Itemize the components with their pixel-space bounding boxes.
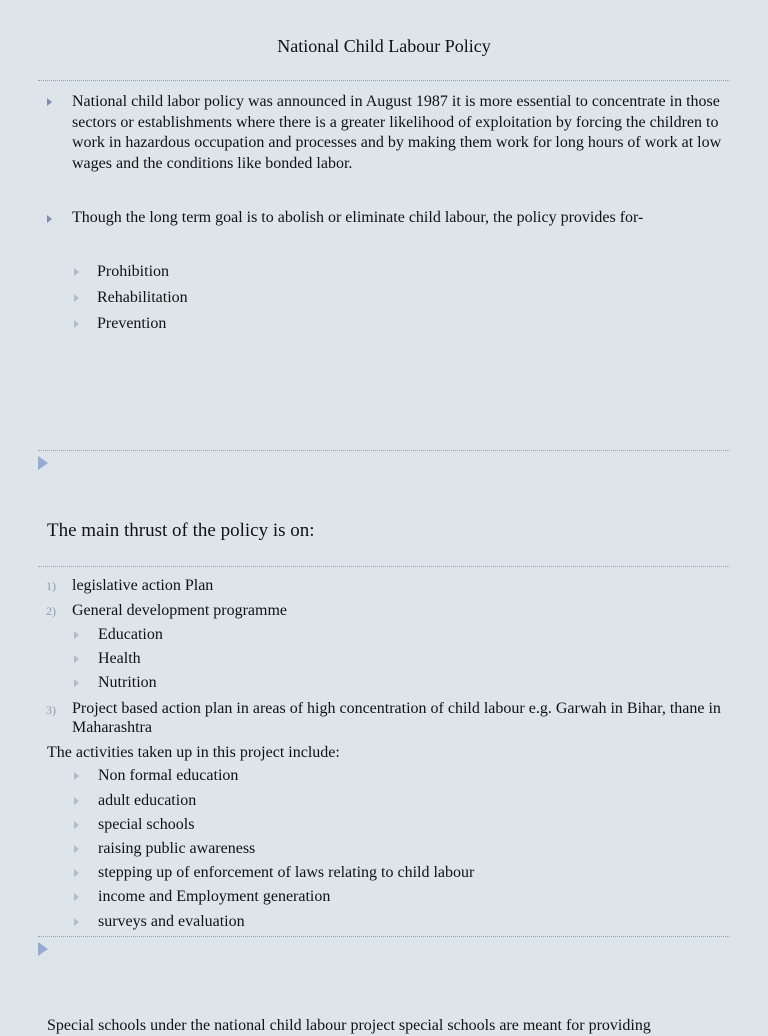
goal-paragraph: Though the long term goal is to abolish or eliminate child labour, the policy provides for- [72, 209, 644, 226]
slide-marker-icon [38, 942, 48, 956]
sub-bullet-icon [74, 631, 79, 639]
activity-item: Non formal education [98, 767, 239, 784]
sub-bullet-icon [74, 869, 79, 877]
sub-bullet-icon [74, 918, 79, 926]
item-number: 1) [46, 579, 56, 593]
provision-item: Rehabilitation [97, 289, 188, 306]
sub-bullet-icon [74, 797, 79, 805]
slide-divider [38, 450, 730, 451]
activity-item: special schools [98, 816, 195, 833]
sub-bullet-icon [74, 772, 79, 780]
sub-bullet-icon [74, 655, 79, 663]
activity-item: raising public awareness [98, 840, 256, 857]
sub-bullet-icon [74, 320, 79, 328]
slide-divider [38, 936, 730, 937]
divider [38, 80, 730, 81]
section-heading: The main thrust of the policy is on: [47, 520, 315, 541]
activity-item: income and Employment generation [98, 888, 331, 905]
sub-bullet-icon [74, 294, 79, 302]
development-subitem: Education [98, 626, 163, 643]
provision-item: Prohibition [97, 263, 170, 280]
partial-paragraph: Special schools under the national child labour project special schools are meant for providing [47, 1017, 651, 1034]
development-subitem: Health [98, 650, 141, 667]
item-number: 2) [46, 604, 56, 618]
slide-title: National Child Labour Policy [277, 36, 491, 56]
thrust-item: Project based action plan in areas of high concentration of child labour e.g. Garwah in Bihar, thane in Maharashtra [72, 700, 721, 736]
activity-item: surveys and evaluation [98, 913, 245, 930]
bullet-icon [47, 215, 52, 223]
sub-bullet-icon [74, 845, 79, 853]
sub-bullet-icon [74, 268, 79, 276]
development-subitem: Nutrition [98, 674, 157, 691]
item-number: 3) [46, 703, 56, 717]
sub-bullet-icon [74, 679, 79, 687]
provision-item: Prevention [97, 315, 167, 332]
thrust-item: General development programme [72, 602, 288, 619]
bullet-icon [47, 98, 52, 106]
policy-paragraph: National child labor policy was announced in August 1987 it is more essential to concentrate in those sectors or establishments where there is a greater likelihood of exploitation by forcing the children to work in hazardous occupation and processes and by making them work for long hours of work at low wages and the conditions like bonded labor. [72, 93, 722, 172]
sub-bullet-icon [74, 821, 79, 829]
sub-bullet-icon [74, 893, 79, 901]
slide-marker-icon [38, 456, 48, 470]
thrust-item: legislative action Plan [72, 577, 214, 594]
divider [38, 566, 730, 567]
activity-item: stepping up of enforcement of laws relating to child labour [98, 864, 475, 881]
activity-item: adult education [98, 792, 197, 809]
activities-intro: The activities taken up in this project include: [47, 744, 340, 761]
